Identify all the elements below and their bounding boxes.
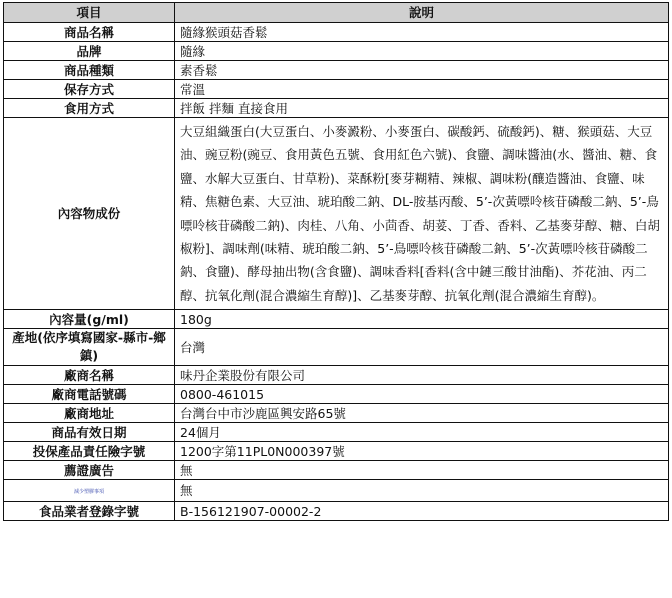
row-value-address: 台灣台中市沙鹿區興安路65號 xyxy=(175,404,669,423)
row-value-product-name: 隨緣猴頭菇香鬆 xyxy=(175,23,669,42)
row-value-phone: 0800-461015 xyxy=(175,385,669,404)
row-key-storage: 保存方式 xyxy=(4,80,175,99)
row-value-storage: 常溫 xyxy=(175,80,669,99)
row-key-phone: 廠商電話號碼 xyxy=(4,385,175,404)
table-row xyxy=(4,310,669,329)
table-row xyxy=(4,480,669,502)
row-value-brand: 隨緣 xyxy=(175,42,669,61)
table-row xyxy=(4,461,669,480)
row-key-net-content: 內容量(g/ml) xyxy=(4,310,175,329)
row-key-usage: 食用方式 xyxy=(4,99,175,118)
row-value-insurance: 1200字第11PL0N000397號 xyxy=(175,442,669,461)
header-value: 說明 xyxy=(175,3,669,23)
table-row xyxy=(4,502,669,521)
row-key-shelf-life: 商品有效日期 xyxy=(4,423,175,442)
row-key-registration: 食品業者登錄字號 xyxy=(4,502,175,521)
table-row xyxy=(4,80,669,99)
row-value-category: 素香鬆 xyxy=(175,61,669,80)
row-value-registration: B-156121907-00002-2 xyxy=(175,502,669,521)
row-value-endorsement: 無 xyxy=(175,461,669,480)
row-value-plastic-reduction: 無 xyxy=(175,480,669,502)
table-row xyxy=(4,442,669,461)
row-value-shelf-life: 24個月 xyxy=(175,423,669,442)
table-row xyxy=(4,23,669,42)
table-row xyxy=(4,329,669,366)
table-row xyxy=(4,118,669,310)
plastic-reduction-label: 減少塑膠事項 xyxy=(73,489,104,496)
row-key-ingredients: 內容物成份 xyxy=(4,118,175,310)
row-key-category: 商品種類 xyxy=(4,61,175,80)
table-row xyxy=(4,42,669,61)
table-row xyxy=(4,366,669,385)
table-row xyxy=(4,404,669,423)
row-key-address: 廠商地址 xyxy=(4,404,175,423)
row-value-ingredients: 大豆組織蛋白(大豆蛋白、小麥澱粉、小麥蛋白、碳酸鈣、硫酸鈣)、糖、猴頭菇、大豆油、豌豆粉(豌豆、食用黃色五號、食用紅色六號)、食鹽、調味醬油(水、醬油、糖、食鹽、水解大豆蛋白、甘草粉)、菜酥粉[麥芽糊精、辣椒、調味粉(釀造醬油、食鹽、味精、焦糖色素、大豆油、琥珀酸二鈉、DL-胺基丙酸、5’-次黃嘌呤核苷磷酸二鈉、5’-鳥嘌呤核苷磷酸二鈉)、肉桂、八角、小茴香、胡荽、丁香、香料、乙基麥芽醇、糖、白胡椒粉]、調味劑(味精、琥珀酸二鈉、5’-鳥嘌呤核苷磷酸二鈉、5’-次黃嘌呤核苷磷酸二鈉、食鹽)、酵母抽出物(含食鹽)、調味香料[香料(含中鏈三酸甘油酯)、芥花油、丙二醇、抗氧化劑(混合濃縮生育醇)]、乙基麥芽醇、抗氧化劑(混合濃縮生育醇)。 xyxy=(175,118,669,310)
row-key-manufacturer: 廠商名稱 xyxy=(4,366,175,385)
product-spec-table xyxy=(3,2,669,521)
table-row xyxy=(4,99,669,118)
table-row xyxy=(4,423,669,442)
row-key-brand: 品牌 xyxy=(4,42,175,61)
row-value-usage: 拌飯 拌麵 直接食用 xyxy=(175,99,669,118)
table-row xyxy=(4,385,669,404)
row-key-plastic-reduction xyxy=(4,480,175,502)
row-value-net-content: 180g xyxy=(175,310,669,329)
table-row xyxy=(4,61,669,80)
row-key-product-name: 商品名稱 xyxy=(4,23,175,42)
row-value-origin: 台灣 xyxy=(175,329,669,366)
row-value-manufacturer: 味丹企業股份有限公司 xyxy=(175,366,669,385)
row-key-endorsement: 薦證廣告 xyxy=(4,461,175,480)
row-key-insurance: 投保產品責任險字號 xyxy=(4,442,175,461)
table-header-row xyxy=(4,3,669,23)
header-key: 項目 xyxy=(4,3,175,23)
row-key-origin: 產地(依序填寫國家-縣市-鄉鎮) xyxy=(4,329,175,366)
